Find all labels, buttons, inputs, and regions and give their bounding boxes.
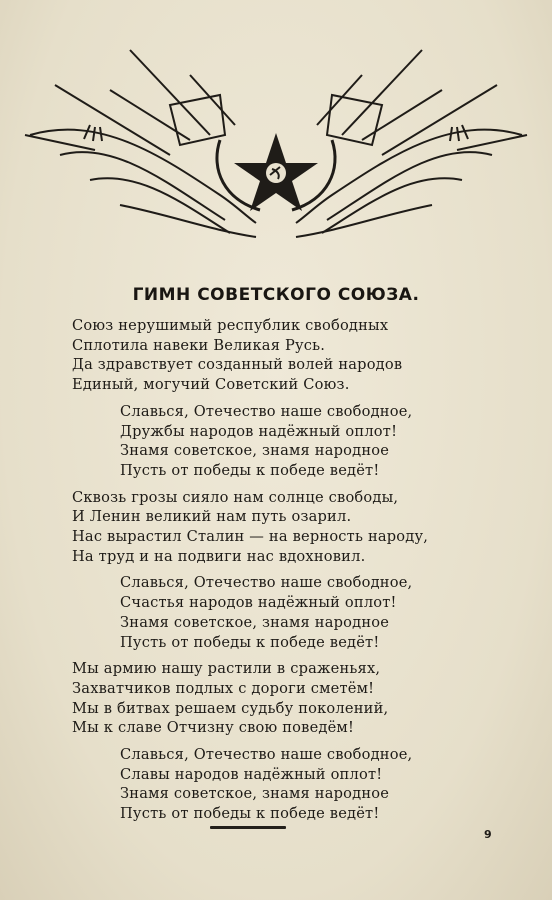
poem-line: На труд и на подвиги нас вдохновил. xyxy=(72,547,366,565)
poem-line: Сплотила навеки Великая Русь. xyxy=(72,336,326,354)
page-title: ГИМН СОВЕТСКОГО СОЮЗА. xyxy=(132,285,420,305)
poem-line: Дружбы народов надёжный оплот! xyxy=(120,422,398,440)
end-divider xyxy=(210,826,286,829)
poem-line: Мы к славе Отчизну свою поведём! xyxy=(72,719,355,737)
poem-line: Пусть от победы к победе ведёт! xyxy=(120,461,380,479)
poem-line: И Ленин великий нам путь озарил. xyxy=(72,508,352,526)
poem-line: Знамя советское, знамя народное xyxy=(120,613,390,631)
poem-line: Да здравствует созданный волей народов xyxy=(72,356,403,374)
poem-line: Нас вырастил Сталин — на верность народу, xyxy=(72,528,429,546)
verse-3 xyxy=(0,659,552,738)
poem-line: Знамя советское, знамя народное xyxy=(120,785,390,803)
verse-2 xyxy=(0,488,552,567)
poem-line: Славься, Отечество наше свободное, xyxy=(120,402,413,420)
verse-1 xyxy=(0,316,552,395)
chorus-3 xyxy=(0,745,552,824)
poem-line: Единый, могучий Советский Союз. xyxy=(72,376,350,394)
anthem-text xyxy=(0,316,552,824)
poem-line: Славы народов надёжный оплот! xyxy=(120,765,383,783)
poem-line: Славься, Отечество наше свободное, xyxy=(120,574,413,592)
poem-line: Захватчиков подлых с дороги сметём! xyxy=(72,679,375,697)
poem-line: Союз нерушимый республик свободных xyxy=(72,317,389,334)
chorus-1 xyxy=(0,402,552,481)
poem-line: Сквозь грозы сияло нам солнце свободы, xyxy=(72,488,399,506)
poem-line: Мы в битвах решаем судьбу поколений, xyxy=(72,699,389,717)
page-number: 9 xyxy=(484,828,492,841)
star-flags-emblem-icon xyxy=(20,45,532,245)
poem-line: Пусть от победы к победе ведёт! xyxy=(120,633,380,651)
chorus-2 xyxy=(0,573,552,652)
poem-line: Пусть от победы к победе ведёт! xyxy=(120,805,380,823)
poem-line: Мы армию нашу растили в сраженьях, xyxy=(72,660,381,678)
poem-line: Славься, Отечество наше свободное, xyxy=(120,746,413,764)
poem-line: Знамя советское, знамя народное xyxy=(120,442,390,460)
poem-line: Счастья народов надёжный оплот! xyxy=(120,594,397,612)
